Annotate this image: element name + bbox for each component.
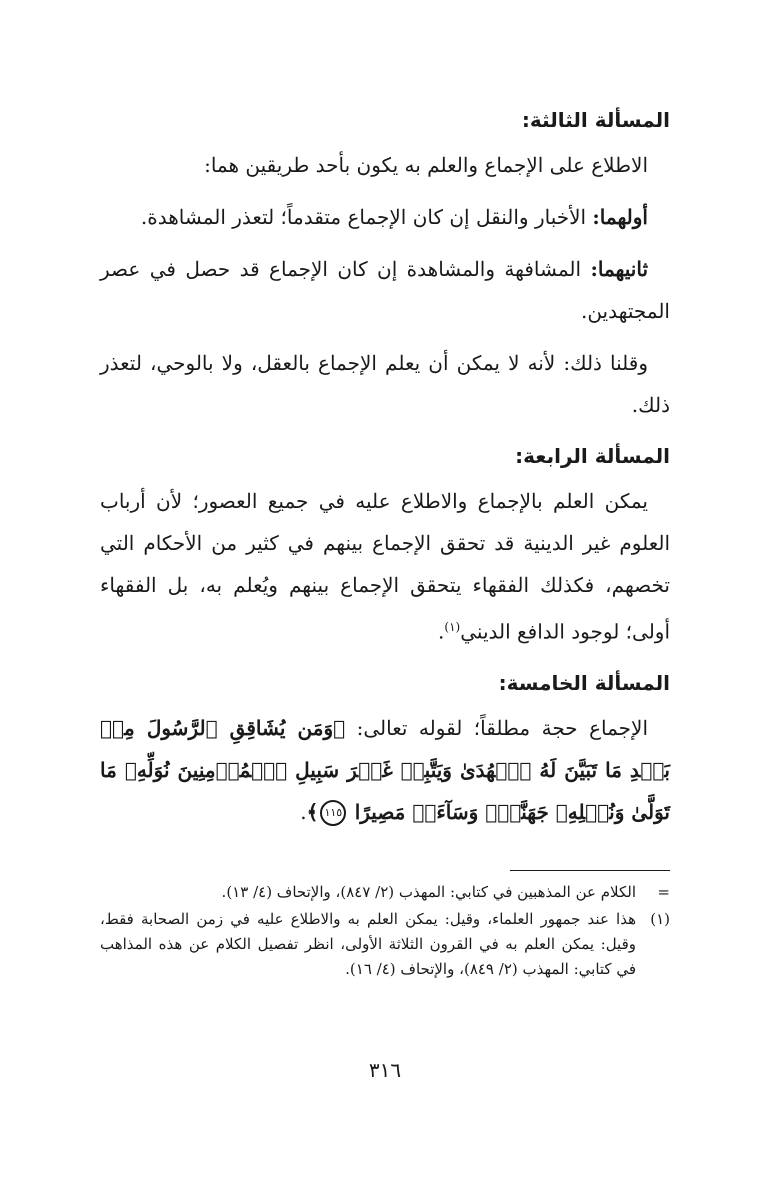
second-way-text: المشافهة والمشاهدة إن كان الإجماع قد حصل في عصر المجتهدين.: [100, 257, 670, 323]
section5-text: الإجماع حجة مطلقاً؛ لقوله تعالى: ﴿وَمَن يُشَاقِقِ ٱلرَّسُولَ مِنۢ بَعۡدِ مَا تَبَيَّنَ لَهُ ٱلۡهُدَىٰ وَيَتَّبِعۡ غَيۡرَ سَبِيلِ ٱلۡمُؤۡمِنِينَ نُوَلِّهِۦ مَا تَوَلَّىٰ وَنُصۡلِهِۦ جَهَنَّمَۖ وَسَآءَتۡ مَصِيرًا ١١٥﴾.: [100, 707, 670, 833]
first-way-text: الأخبار والنقل إن كان الإجماع متقدماً؛ لتعذر المشاهدة.: [140, 205, 587, 229]
footnote-1: (١) هذا عند جمهور العلماء، وقيل: يمكن العلم به والاطلاع عليه في زمن الصحابة فقط، وقيل: يمكن العلم به في القرون الثلاثة الأولى، انظر تفصيل الكلام عن هذه المذاهب في كتابي: المهذب (٢/ ٨٤٩)، والإتحاف (٤/ ١٦).: [100, 910, 670, 978]
footnote-divider: [510, 870, 670, 871]
section3-first-way: [100, 196, 670, 238]
section3-second-way: [100, 248, 670, 332]
quran-verse: ﴿وَمَن يُشَاقِقِ ٱلرَّسُولَ مِنۢ بَعۡدِ مَا تَبَيَّنَ لَهُ ٱلۡهُدَىٰ وَيَتَّبِعۡ غَيۡرَ سَبِيلِ ٱلۡمُؤۡمِنِينَ نُوَلِّهِۦ مَا تَوَلَّىٰ وَنُصۡلِهِۦ جَهَنَّمَۖ وَسَآءَتۡ مَصِيرًا: [100, 715, 670, 824]
section5-heading: المسألة الخامسة:: [498, 670, 670, 695]
section4-heading: المسألة الرابعة:: [515, 444, 670, 468]
section4-text: يمكن العلم بالإجماع والاطلاع عليه في جميع العصور؛ لأن أرباب العلوم غير الدينية قد تحقق الإجماع بينهم في كثير من الأحكام التي تخصهم، فكذلك الفقهاء يتحقق الإجماع بينهم ويُعلم به، بل الفقهاء أولى؛ لوجود الدافع الديني$^{(١)}$.: [100, 489, 671, 644]
footnote-ref[interactable]: (١): [444, 620, 461, 634]
section3-intro: الاطلاع على الإجماع والعلم به يكون بأحد طريقين هما:: [204, 153, 648, 177]
ayah-number-mark: ١١٥: [320, 800, 346, 826]
section3-heading: المسألة الثالثة:: [521, 108, 670, 132]
footnote-continued: = الكلام عن المذهبين في كتابي: المهذب (٢/ ٨٤٧)، والإتحاف (٤/ ١٣).: [221, 883, 670, 901]
footnotes: [100, 880, 670, 984]
page-body: [100, 100, 670, 843]
section3-reason: وقلنا ذلك: لأنه لا يمكن أن يعلم الإجماع بالعقل، ولا بالوحي، لتعذر ذلك.: [100, 351, 670, 417]
second-way-label: ثانيهما:: [590, 257, 649, 281]
page-number: ٣١٦: [368, 1058, 402, 1082]
first-way-label: أولهما:: [592, 205, 648, 229]
